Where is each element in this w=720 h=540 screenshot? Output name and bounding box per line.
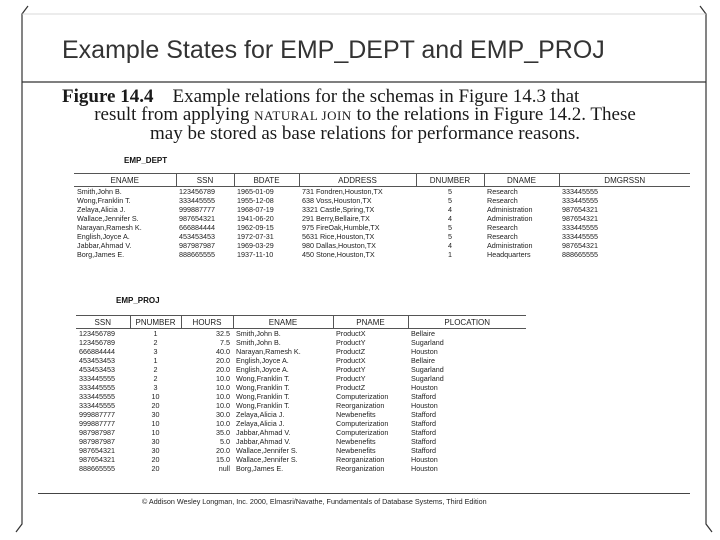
- caption-part4: may be stored as base relations for performance reasons.: [150, 123, 580, 144]
- column-header: HOURS: [181, 316, 233, 329]
- table-cell: 1965-01-09: [237, 187, 274, 196]
- table-cell: 5: [448, 223, 452, 232]
- table-row: [76, 392, 526, 401]
- table-cell: Houston: [411, 347, 438, 356]
- emp-dept-label: EMP_DEPT: [124, 156, 168, 165]
- column-header: PNAME: [333, 316, 408, 329]
- table-cell: Jabbar,Ahmad V.: [236, 428, 291, 437]
- table-cell: 15.0: [216, 455, 230, 464]
- bottom-rule: [38, 493, 690, 494]
- table-cell: Computerization: [336, 428, 389, 437]
- table-cell: 1955-12-08: [237, 196, 274, 205]
- table-cell: Research: [487, 196, 518, 205]
- table-cell: 333445555: [562, 223, 598, 232]
- figure-caption: [40, 88, 690, 143]
- caption-part1: Example relations for the schemas in Figure 14.3 that: [172, 86, 580, 107]
- table-cell: 40.0: [216, 347, 230, 356]
- table-cell: 453453453: [79, 356, 115, 365]
- table-cell: 20.0: [216, 356, 230, 365]
- column-header: PNUMBER: [130, 316, 181, 329]
- table-row: [76, 374, 526, 383]
- slide-title: Example States for EMP_DEPT and EMP_PROJ: [62, 36, 605, 64]
- table-cell: 20: [151, 464, 160, 473]
- table-cell: ProductX: [336, 356, 366, 365]
- table-cell: 333445555: [562, 187, 598, 196]
- table-cell: Stafford: [411, 437, 437, 446]
- table-cell: Stafford: [411, 410, 437, 419]
- table-row: [76, 383, 526, 392]
- table-cell: 3: [153, 383, 158, 392]
- table-cell: Sugarland: [411, 374, 444, 383]
- table-row: [74, 241, 690, 250]
- table-cell: 10.0: [216, 392, 230, 401]
- table-cell: English,Joyce A.: [236, 356, 289, 365]
- table-cell: 1968-07-19: [237, 205, 274, 214]
- table-cell: 333445555: [79, 374, 115, 383]
- table-row: [76, 428, 526, 437]
- table-cell: ProductX: [336, 329, 366, 338]
- table-cell: ProductY: [336, 338, 366, 347]
- table-cell: 2: [153, 365, 158, 374]
- table-cell: Zelaya,Alicia J.: [77, 205, 126, 214]
- table-cell: 3321 Castle,Spring,TX: [302, 205, 375, 214]
- table-cell: Jabbar,Ahmad V.: [77, 241, 132, 250]
- table-cell: Stafford: [411, 419, 437, 428]
- table-cell: 35.0: [216, 428, 230, 437]
- table-cell: Borg,James E.: [77, 250, 125, 259]
- table-cell: Bellaire: [411, 329, 435, 338]
- table-cell: Wong,Franklin T.: [236, 383, 290, 392]
- table-cell: Reorganization: [336, 455, 385, 464]
- table-cell: 987654321: [562, 205, 598, 214]
- table-cell: 1: [448, 250, 452, 259]
- column-header: ENAME: [233, 316, 333, 329]
- table-cell: Reorganization: [336, 464, 385, 473]
- table-cell: 999887777: [179, 205, 215, 214]
- table-cell: 333445555: [179, 196, 215, 205]
- table-cell: 333445555: [79, 401, 115, 410]
- table-cell: 123456789: [179, 187, 215, 196]
- table-cell: Houston: [411, 464, 438, 473]
- table-cell: 987654321: [562, 241, 598, 250]
- table-cell: Headquarters: [487, 250, 531, 259]
- table-row: [74, 187, 690, 197]
- column-header: BDATE: [234, 174, 299, 187]
- table-row: [76, 437, 526, 446]
- table-cell: 453453453: [179, 232, 215, 241]
- emp-proj-label: EMP_PROJ: [116, 296, 160, 305]
- table-cell: null: [218, 464, 230, 473]
- table-cell: Smith,John B.: [236, 329, 281, 338]
- table-cell: 1941-06-20: [237, 214, 274, 223]
- table-cell: Administration: [487, 205, 533, 214]
- table-cell: 638 Voss,Houston,TX: [302, 196, 372, 205]
- table-cell: 5: [448, 232, 452, 241]
- table-cell: 2: [153, 374, 158, 383]
- table-cell: Newbenefits: [336, 410, 376, 419]
- table-row: [76, 401, 526, 410]
- table-cell: Research: [487, 187, 518, 196]
- table-cell: 20.0: [216, 446, 230, 455]
- table-cell: Sugarland: [411, 338, 444, 347]
- table-cell: 4: [448, 205, 452, 214]
- table-cell: 1972-07-31: [237, 232, 274, 241]
- table-cell: 1: [153, 329, 158, 338]
- table-cell: 5: [448, 187, 452, 196]
- table-cell: 731 Fondren,Houston,TX: [302, 187, 383, 196]
- table-cell: 3: [153, 347, 158, 356]
- caption-smallcaps: NATURAL JOIN: [254, 108, 352, 123]
- table-cell: 2: [153, 338, 158, 347]
- table-cell: Borg,James E.: [236, 464, 284, 473]
- table-row: [74, 223, 690, 232]
- table-cell: 30: [151, 437, 160, 446]
- table-cell: Stafford: [411, 392, 437, 401]
- table-cell: 987987987: [179, 241, 215, 250]
- table-cell: 1937-11-10: [237, 250, 274, 259]
- table-cell: Jabbar,Ahmad V.: [236, 437, 291, 446]
- copyright: © Addison Wesley Longman, Inc. 2000, Elmasri/Navathe, Fundamentals of Database Systems, Third Edition: [142, 497, 487, 506]
- table-cell: ProductY: [336, 365, 366, 374]
- table-cell: 980 Dallas,Houston,TX: [302, 241, 376, 250]
- table-cell: Houston: [411, 401, 438, 410]
- table-cell: Administration: [487, 214, 533, 223]
- table-cell: Stafford: [411, 446, 437, 455]
- table-cell: 5631 Rice,Houston,TX: [302, 232, 375, 241]
- table-row: [76, 419, 526, 428]
- table-cell: 333445555: [562, 196, 598, 205]
- table-row: [76, 446, 526, 455]
- table-row: [76, 356, 526, 365]
- table-row: [74, 214, 690, 223]
- table-cell: 10.0: [216, 374, 230, 383]
- table-cell: 987987987: [79, 428, 115, 437]
- table-cell: 1: [153, 356, 158, 365]
- table-cell: 666884444: [79, 347, 115, 356]
- table-cell: Zelaya,Alicia J.: [236, 410, 285, 419]
- table-cell: 888665555: [179, 250, 215, 259]
- caption-part2: result from applying: [94, 104, 250, 125]
- table-cell: 10.0: [216, 383, 230, 392]
- table-cell: 30: [151, 446, 160, 455]
- table-cell: 4: [448, 214, 452, 223]
- table-cell: 987654321: [179, 214, 215, 223]
- table-cell: 7.5: [220, 338, 230, 347]
- column-header: DNAME: [484, 174, 559, 187]
- table-row: [76, 455, 526, 464]
- table-cell: 4: [448, 241, 452, 250]
- table-cell: 123456789: [79, 338, 115, 347]
- table-cell: 20: [151, 401, 160, 410]
- table-cell: Newbenefits: [336, 437, 376, 446]
- caption-part3: to the relations in Figure 14.2. These: [356, 104, 636, 125]
- table-cell: 5.0: [220, 437, 230, 446]
- column-header: SSN: [76, 316, 130, 329]
- table-cell: 10.0: [216, 419, 230, 428]
- table-row: [76, 410, 526, 419]
- table-row: [74, 205, 690, 214]
- table-cell: 10.0: [216, 401, 230, 410]
- table-cell: ProductY: [336, 374, 366, 383]
- table-cell: Wallace,Jennifer S.: [236, 455, 298, 464]
- table-cell: 999887777: [79, 419, 115, 428]
- table-cell: 987654321: [79, 455, 115, 464]
- column-header: SSN: [176, 174, 234, 187]
- table-cell: Computerization: [336, 392, 389, 401]
- table-cell: Sugarland: [411, 365, 444, 374]
- table-cell: 20: [151, 455, 160, 464]
- table-cell: Houston: [411, 383, 438, 392]
- table-cell: Smith,John B.: [236, 338, 281, 347]
- table-cell: Wong,Franklin T.: [236, 374, 290, 383]
- table-cell: Bellaire: [411, 356, 435, 365]
- figure-label: Figure 14.4: [62, 86, 154, 107]
- table-cell: 333445555: [562, 232, 598, 241]
- emp-dept-table: [74, 173, 690, 259]
- column-header: DNUMBER: [416, 174, 484, 187]
- table-row: [76, 464, 526, 473]
- table-cell: 987654321: [562, 214, 598, 223]
- table-row: [76, 347, 526, 356]
- column-header: DMGRSSN: [559, 174, 690, 187]
- column-header: ENAME: [74, 174, 176, 187]
- table-cell: 975 FireOak,Humble,TX: [302, 223, 380, 232]
- table-cell: 123456789: [79, 329, 115, 338]
- table-row: [76, 329, 526, 339]
- table-cell: English,Joyce A.: [236, 365, 289, 374]
- table-cell: Research: [487, 232, 518, 241]
- table-cell: 10: [151, 392, 160, 401]
- table-cell: ProductZ: [336, 383, 366, 392]
- table-cell: Narayan,Ramesh K.: [236, 347, 301, 356]
- table-cell: 987654321: [79, 446, 115, 455]
- table-cell: Wallace,Jennifer S.: [77, 214, 139, 223]
- table-cell: 10: [151, 419, 160, 428]
- table-cell: 1962-09-15: [237, 223, 274, 232]
- table-cell: 30.0: [216, 410, 230, 419]
- table-row: [74, 232, 690, 241]
- table-cell: Smith,John B.: [77, 187, 122, 196]
- table-cell: 888665555: [79, 464, 115, 473]
- table-cell: 30: [151, 410, 160, 419]
- column-header: ADDRESS: [299, 174, 416, 187]
- table-row: [76, 338, 526, 347]
- table-cell: Reorganization: [336, 401, 385, 410]
- table-row: [74, 250, 690, 259]
- table-cell: 999887777: [79, 410, 115, 419]
- table-cell: Wong,Franklin T.: [77, 196, 131, 205]
- table-cell: 888665555: [562, 250, 598, 259]
- table-cell: 333445555: [79, 392, 115, 401]
- table-cell: 5: [448, 196, 452, 205]
- table-cell: Wong,Franklin T.: [236, 401, 290, 410]
- table-row: [74, 196, 690, 205]
- table-cell: 32.5: [216, 329, 230, 338]
- table-cell: 10: [151, 428, 160, 437]
- table-cell: 666884444: [179, 223, 215, 232]
- table-cell: 291 Berry,Bellaire,TX: [302, 214, 370, 223]
- table-cell: Zelaya,Alicia J.: [236, 419, 285, 428]
- table-row: [76, 365, 526, 374]
- table-cell: Administration: [487, 241, 533, 250]
- table-cell: 987987987: [79, 437, 115, 446]
- table-cell: Newbenefits: [336, 446, 376, 455]
- table-cell: ProductZ: [336, 347, 366, 356]
- table-cell: English,Joyce A.: [77, 232, 130, 241]
- table-cell: 1969-03-29: [237, 241, 274, 250]
- table-cell: Houston: [411, 455, 438, 464]
- table-cell: 20.0: [216, 365, 230, 374]
- emp-proj-table: [76, 315, 526, 473]
- table-cell: Narayan,Ramesh K.: [77, 223, 142, 232]
- table-cell: 333445555: [79, 383, 115, 392]
- table-cell: 453453453: [79, 365, 115, 374]
- table-cell: Research: [487, 223, 518, 232]
- column-header: PLOCATION: [408, 316, 526, 329]
- table-cell: Computerization: [336, 419, 389, 428]
- table-cell: Stafford: [411, 428, 437, 437]
- table-cell: Wong,Franklin T.: [236, 392, 290, 401]
- table-cell: 450 Stone,Houston,TX: [302, 250, 375, 259]
- table-cell: Wallace,Jennifer S.: [236, 446, 298, 455]
